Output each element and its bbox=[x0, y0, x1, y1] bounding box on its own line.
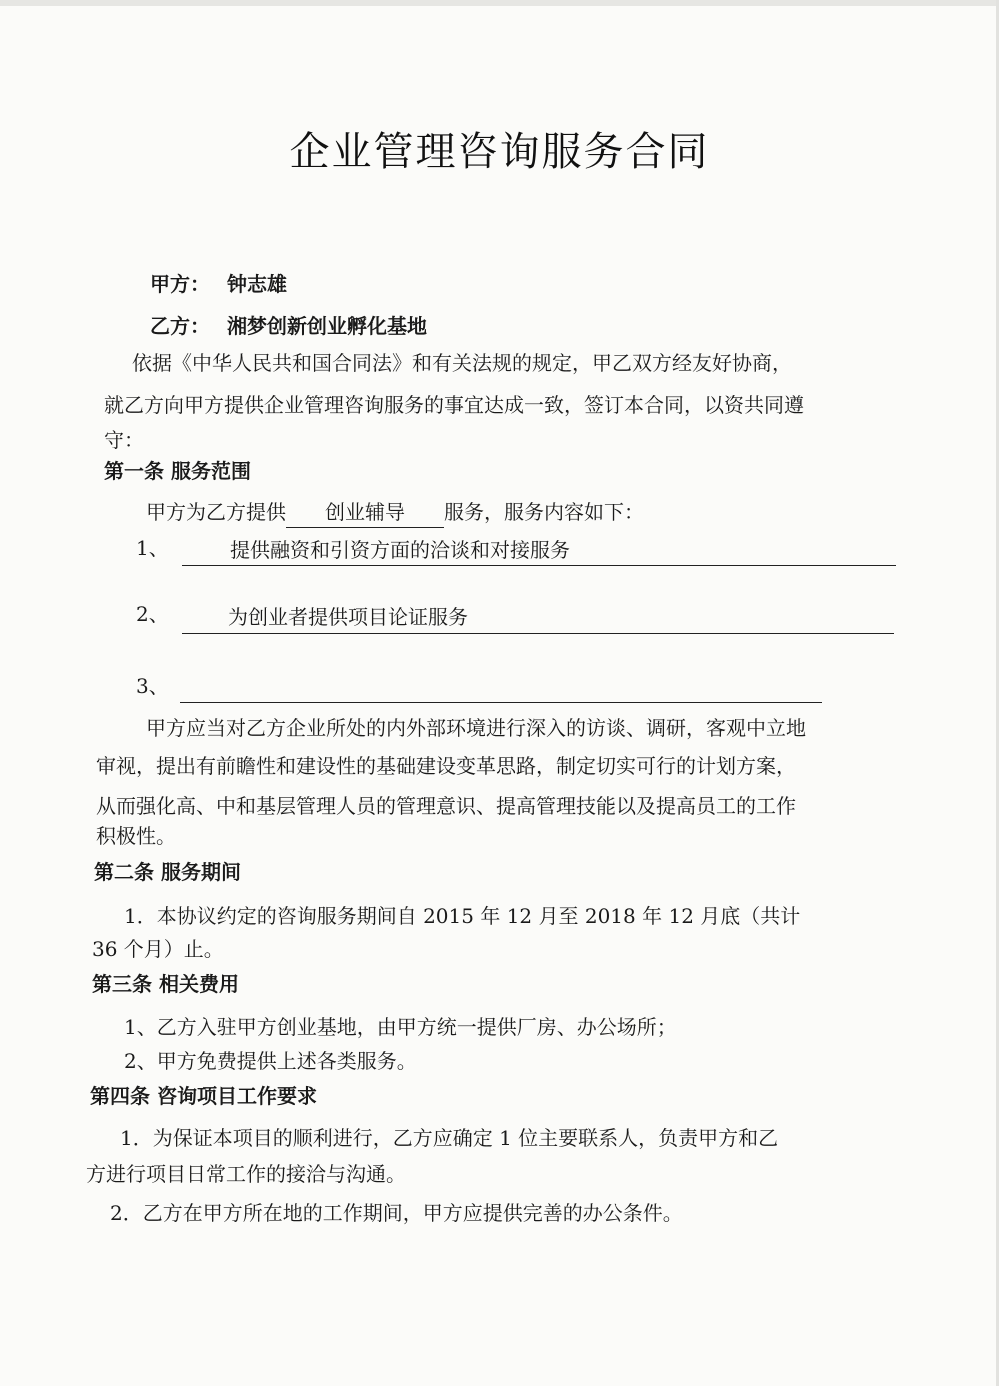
article-4-line-2: 方进行项目日常工作的接洽与沟通。 bbox=[86, 1162, 406, 1186]
item-2-underline bbox=[182, 633, 894, 634]
article-4-line-3: 2．乙方在甲方所在地的工作期间，甲方应提供完善的办公条件。 bbox=[110, 1201, 683, 1225]
article-1-body-line-2: 审视，提出有前瞻性和建设性的基础建设变革思路，制定切实可行的计划方案， bbox=[96, 754, 796, 778]
article-1-heading: 第一条 服务范围 bbox=[104, 459, 251, 483]
contract-title: 企业管理咨询服务合同 bbox=[289, 129, 710, 175]
party-b-name: 湘梦创新创业孵化基地 bbox=[226, 314, 427, 338]
offer-value: 创业辅导 bbox=[286, 497, 444, 528]
intro-line-2: 就乙方向甲方提供企业管理咨询服务的事宜达成一致，签订本合同，以资共同遵 bbox=[104, 393, 804, 417]
item-1-number: 1、 bbox=[136, 536, 169, 560]
article-4-heading: 第四条 咨询项目工作要求 bbox=[90, 1084, 317, 1108]
article-2-heading: 第二条 服务期间 bbox=[94, 860, 241, 884]
article-1-body-line-3: 从而强化高、中和基层管理人员的管理意识、提高管理技能以及提高员工的工作 bbox=[96, 794, 796, 818]
item-1-text: 提供融资和引资方面的洽谈和对接服务 bbox=[230, 538, 570, 562]
offer-prefix: 甲方为乙方提供 bbox=[146, 500, 286, 524]
party-a bbox=[150, 268, 287, 297]
item-3-number: 3、 bbox=[136, 674, 169, 698]
party-b-label: 乙方： bbox=[150, 314, 210, 338]
article-2-line-2: 36 个月）止。 bbox=[92, 937, 224, 961]
article-3-line-2: 2、甲方免费提供上述各类服务。 bbox=[124, 1049, 417, 1073]
offer-suffix: 服务，服务内容如下： bbox=[444, 500, 644, 524]
party-a-label: 甲方： bbox=[150, 272, 210, 296]
item-2-number: 2、 bbox=[136, 602, 169, 626]
article-4-line-1: 1．为保证本项目的顺利进行，乙方应确定 1 位主要联系人，负责甲方和乙 bbox=[120, 1126, 779, 1150]
item-1-underline bbox=[182, 565, 896, 566]
article-1-offer bbox=[146, 492, 644, 532]
item-3-underline bbox=[180, 702, 822, 703]
party-a-name: 钟志雄 bbox=[226, 272, 287, 296]
scan-edge-top bbox=[0, 0, 999, 6]
article-1-body-line-1: 甲方应当对乙方企业所处的内外部环境进行深入的访谈、调研，客观中立地 bbox=[146, 716, 806, 740]
item-2-text: 为创业者提供项目论证服务 bbox=[228, 605, 468, 629]
article-3-line-1: 1、乙方入驻甲方创业基地，由甲方统一提供厂房、办公场所； bbox=[124, 1015, 677, 1039]
article-2-line-1: 1．本协议约定的咨询服务期间自 2015 年 12 月至 2018 年 12 月底（共计 bbox=[124, 904, 801, 928]
article-1-body-line-4: 积极性。 bbox=[96, 824, 176, 848]
party-b bbox=[150, 310, 427, 339]
intro-line-3: 守： bbox=[104, 428, 144, 452]
intro-line-1: 依据《中华人民共和国合同法》和有关法规的规定，甲乙双方经友好协商， bbox=[132, 351, 792, 375]
article-3-heading: 第三条 相关费用 bbox=[92, 972, 239, 996]
